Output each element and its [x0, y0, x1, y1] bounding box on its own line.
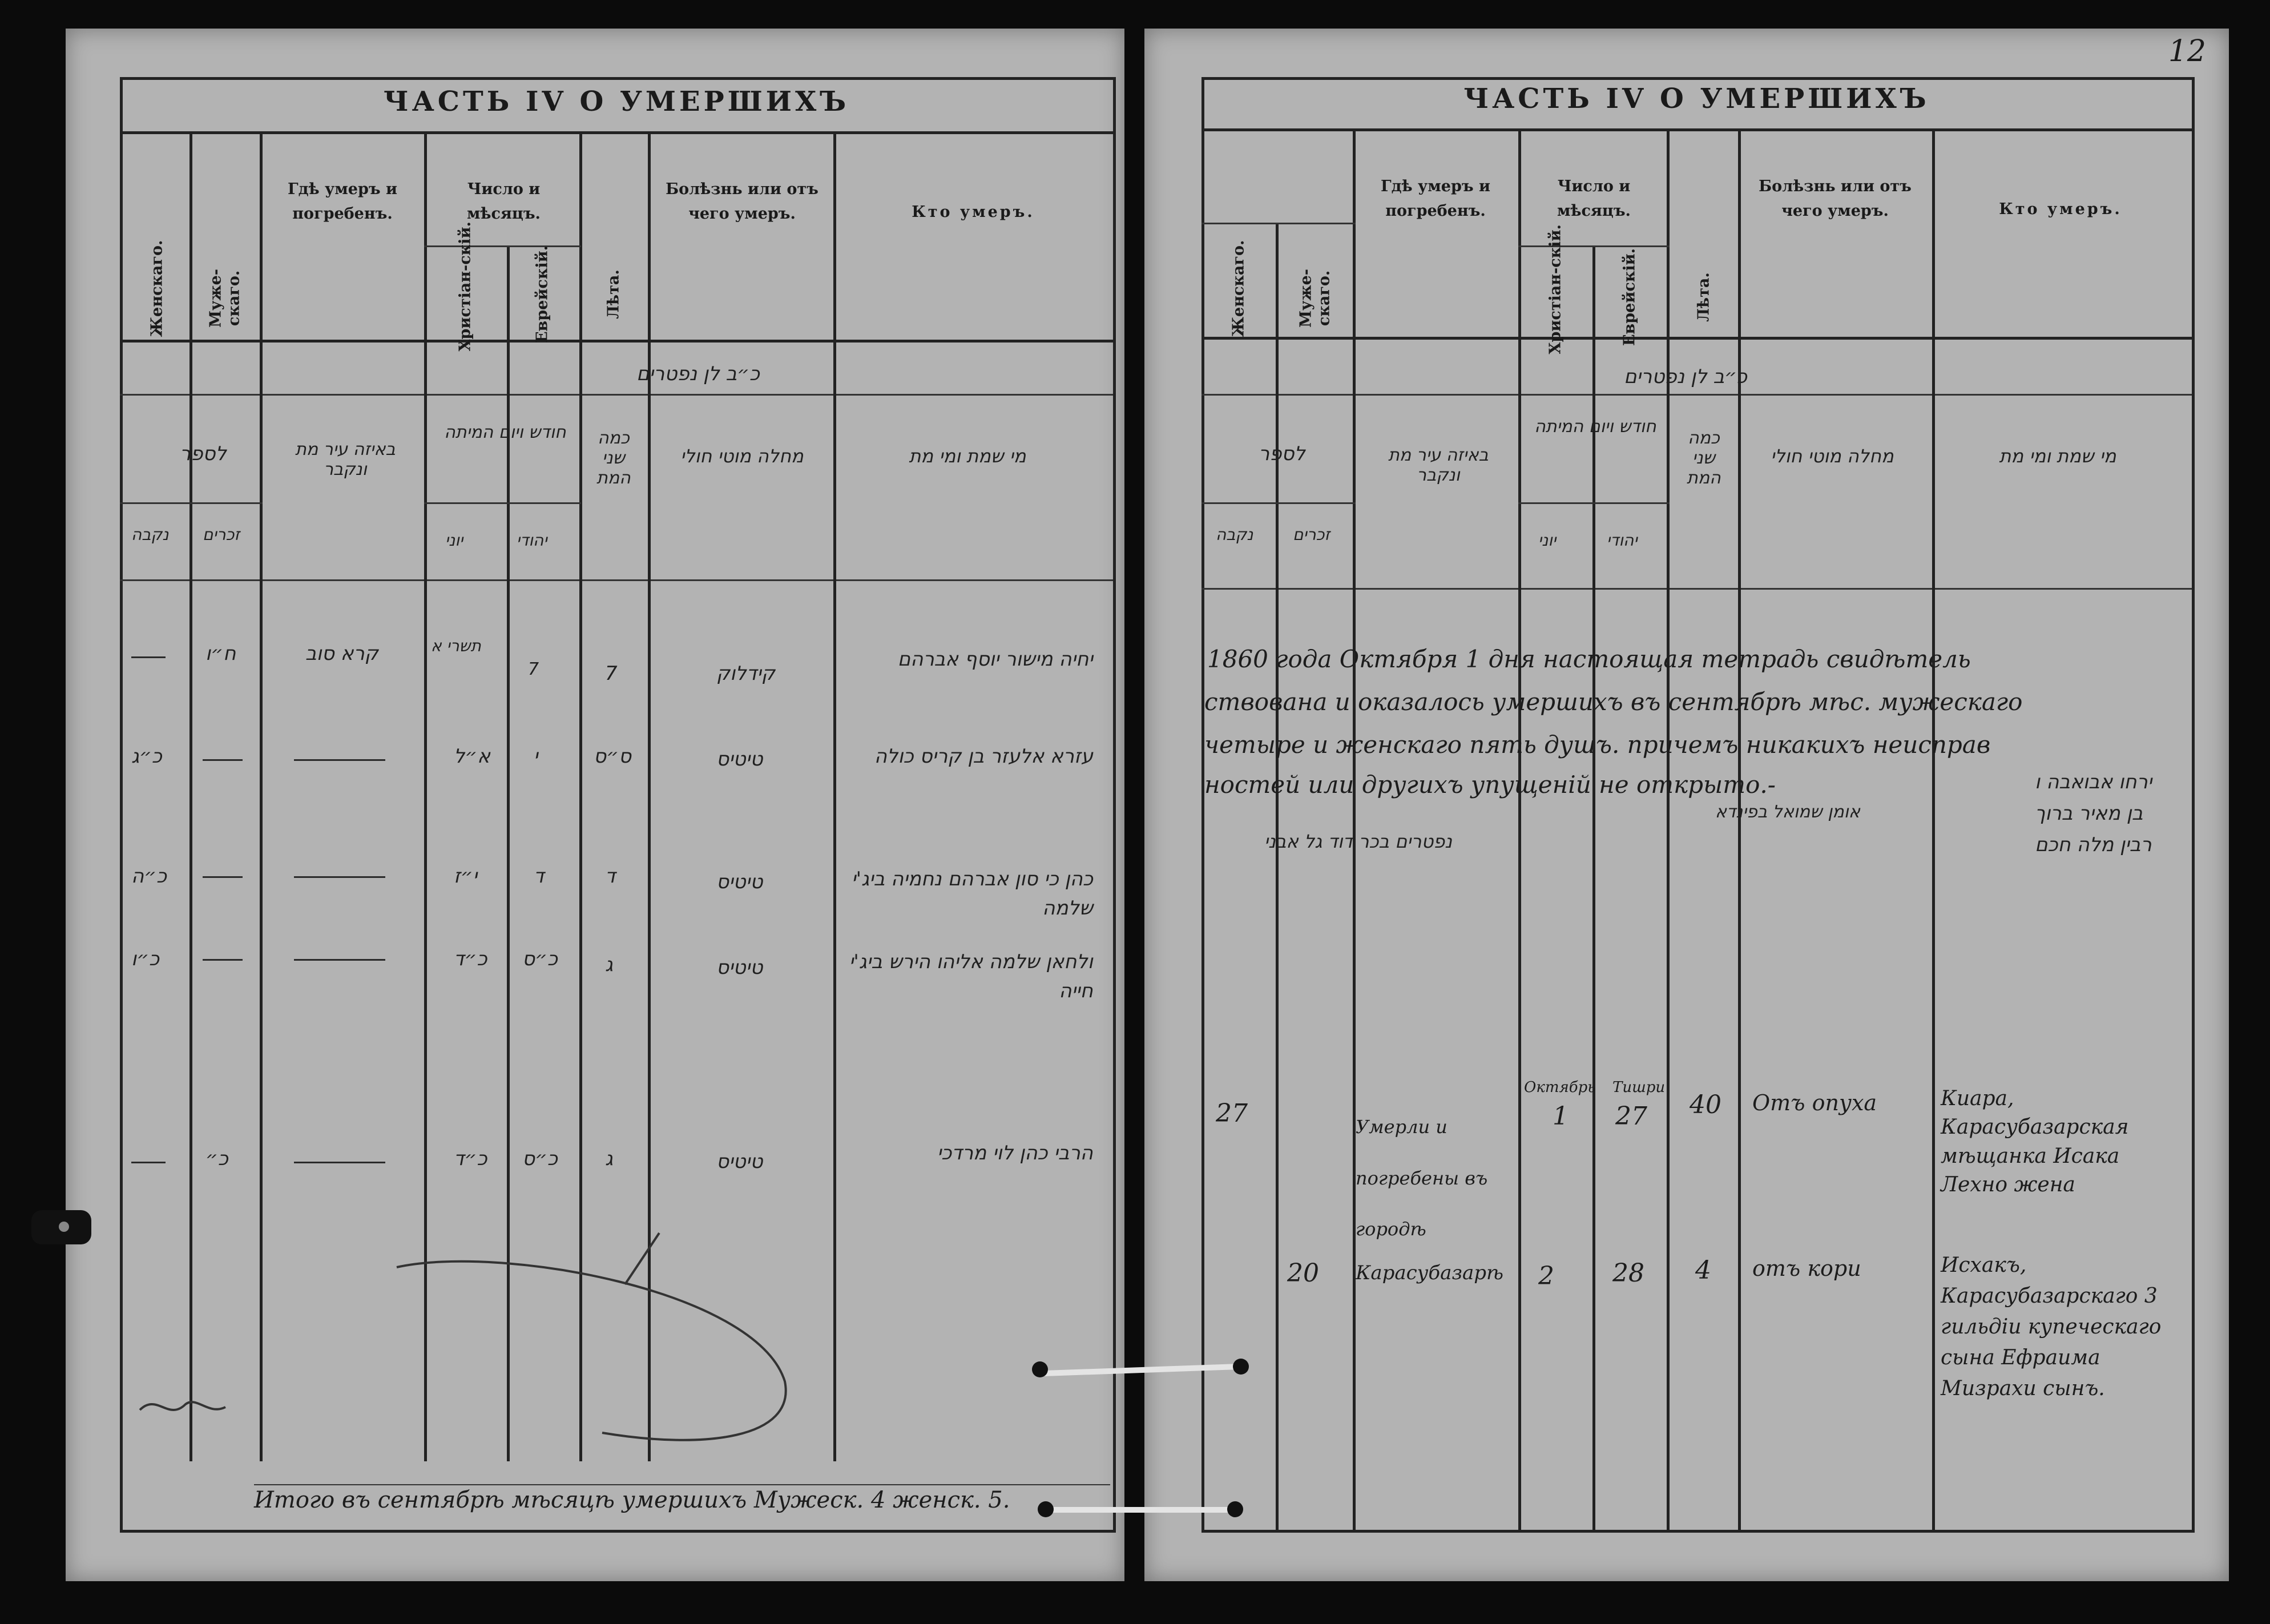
col-line	[260, 131, 263, 1461]
jewish-month: Тишри	[1612, 1079, 1666, 1096]
jewish-date: 28	[1612, 1259, 1644, 1288]
col-line	[1667, 128, 1670, 1530]
disease-cell: Отъ опуха	[1752, 1090, 1877, 1115]
hebrew-header-jewish: יהודי	[1607, 531, 1638, 550]
male-count: ח״ו	[205, 642, 236, 665]
header-jewish: Еврейскій.	[533, 245, 551, 344]
hebrew-header-where: באיזה עיר מת ונקבר	[1388, 445, 1489, 485]
age-cell: ג	[605, 953, 614, 976]
thread-knot	[1032, 1361, 1048, 1377]
christian-date: י״ז	[454, 865, 478, 888]
gender-subheader-rule	[1201, 223, 1356, 224]
jewish-date: כ״ס	[522, 1147, 558, 1170]
christian-date: א״ל	[454, 745, 490, 768]
hebrew-header-date: חודש ויום המיתה	[444, 422, 566, 442]
col-line	[1738, 128, 1741, 1530]
footer-total: Итого въ сентябрѣ мѣсяцѣ умершихъ Мужеск. 4 женск. 5.	[254, 1487, 1010, 1513]
binding-thread	[1045, 1507, 1239, 1513]
hebrew-header-male: זכרים	[1293, 525, 1330, 544]
hebrew-header-age: כמה שני המת	[596, 428, 631, 488]
jewish-date: י	[534, 745, 538, 768]
hebrew-signature: רבין מלה חכם	[2035, 833, 2152, 856]
female-dash	[131, 1162, 166, 1163]
disease-cell: отъ кори	[1752, 1256, 1861, 1281]
right-page	[1144, 29, 2229, 1581]
title-rule	[120, 131, 1113, 134]
hebrew-month-line: כ״ב לן נפטרים	[1624, 365, 1748, 388]
thread-knot	[1038, 1501, 1054, 1517]
date-subheader-rule	[1518, 245, 1670, 247]
col-line	[1353, 128, 1356, 1530]
title-rule	[1201, 128, 2192, 131]
page-title: ЧАСТЬ IV О УМЕРШИХЪ	[1463, 83, 1930, 115]
disease-cell: טיטיס	[716, 748, 763, 771]
date-subheader-rule-heb	[424, 502, 581, 504]
col-line	[1932, 128, 1935, 1530]
thread-knot	[1227, 1501, 1243, 1517]
who-cell: עזרא אלעזר בן קריס כולה	[874, 745, 1093, 768]
col-line	[189, 131, 192, 1461]
hebrew-header-disease: מחלה מוטי חולי	[1771, 445, 1894, 467]
header-jewish: Еврейскій.	[1620, 248, 1639, 346]
header-age: Лѣта.	[1695, 272, 1713, 322]
header-who: Кто умеръ.	[912, 203, 1035, 221]
christian-date: כ״ד	[454, 1147, 487, 1170]
header-female: Женскаго.	[1229, 240, 1248, 337]
female-count: כ״ה	[131, 865, 167, 888]
header-disease: Болѣзнь или отъ чего умеръ.	[1759, 178, 1912, 220]
hebrew-signature: נפטרים בכר דוד גל אבני	[1264, 831, 1453, 852]
who-cell: Исхакъ, Карасубазарскаго 3 гильдіи купеческаго сына Ефраима Мизрахи сынъ.	[1941, 1254, 2162, 1400]
christian-date: כ״ד	[454, 948, 487, 970]
age-cell: 40	[1690, 1090, 1721, 1119]
header-christian: Христіан-скій.	[1546, 224, 1565, 354]
christian-date: תשרי א	[431, 636, 481, 655]
where-dash	[294, 759, 385, 761]
hebrew-header-count: לספר	[180, 442, 227, 465]
header-who: Кто умеръ.	[1999, 200, 2122, 218]
female-count: 27	[1216, 1099, 1248, 1128]
who-cell: יחיה מישור יוסף אברהם	[897, 648, 1093, 671]
age-cell: 4	[1695, 1256, 1711, 1285]
hebrew-header-christian: יוני	[445, 531, 463, 550]
date-subheader-rule	[424, 245, 581, 247]
count-subheader-rule	[120, 502, 263, 504]
header-date: Число и мѣсяцъ.	[467, 180, 541, 223]
male-dash	[203, 759, 243, 761]
christian-date: 1	[1553, 1102, 1569, 1131]
certification-line: ствована и оказалось умершихъ въ сентябрѣ мѣс. мужескаго	[1204, 688, 2023, 716]
jewish-date: 27	[1615, 1102, 1647, 1131]
certification-line: четыре и женскаго пять душъ. причемъ никакихъ неисправ	[1204, 731, 1991, 759]
hebrew-signature: אומן שמואל בפינדא	[1715, 802, 1860, 822]
footer-rule	[254, 1484, 1110, 1485]
hebrew-header-rule	[1201, 588, 2192, 590]
female-dash	[131, 656, 166, 658]
who-cell: Киара, Карасубазарская мѣщанка Исака Лехно жена	[1941, 1087, 2129, 1197]
hebrew-header-age: כמה שני המת	[1687, 428, 1721, 488]
date-subheader-rule-heb	[1518, 502, 1670, 504]
left-page	[66, 29, 1124, 1581]
female-count: כ״ו	[131, 948, 160, 970]
hebrew-month-line: כ״ב לן נפטרים	[636, 362, 760, 385]
disease-cell: טיטיס	[716, 871, 763, 893]
age-cell: ג	[605, 1147, 614, 1170]
hebrew-header-male: זכרים	[203, 525, 240, 544]
who-cell: הרבי כהן לוי מרדכי	[937, 1142, 1093, 1164]
header-male: Муже-скаго.	[207, 268, 243, 328]
hebrew-header-where: באיזה עיר מת ונקבר	[295, 440, 396, 479]
male-count: 20	[1287, 1259, 1319, 1288]
jewish-date: 7	[528, 659, 539, 679]
page-number: 12	[2168, 34, 2206, 68]
col-line	[1518, 128, 1521, 1530]
disease-cell: טיטיס	[716, 956, 763, 979]
male-dash	[203, 876, 243, 878]
hebrew-month-rule	[120, 394, 1113, 396]
header-male: Муже-скаго.	[1297, 268, 1333, 328]
where-dash	[294, 959, 385, 961]
binding-clip	[31, 1210, 91, 1244]
hebrew-header-who: מי שמת ומי מת	[1999, 445, 2116, 467]
hebrew-header-female: נקבה	[1216, 525, 1253, 544]
age-cell: ס״ס	[594, 745, 632, 768]
signature-mark	[134, 1381, 243, 1433]
hebrew-signature: בן מאיר ברוך	[2035, 802, 2143, 825]
age-cell: ד	[605, 865, 616, 888]
hebrew-header-who: מי שמת ומי מת	[909, 445, 1026, 467]
col-line	[833, 131, 836, 1461]
disease-cell: טיטיס	[716, 1150, 763, 1173]
col-line	[1276, 223, 1279, 1530]
male-count: כ״	[205, 1147, 228, 1170]
header-date: Число и мѣсяцъ.	[1557, 178, 1631, 220]
header-christian: Христіан-скій.	[456, 221, 474, 352]
jewish-date: ד	[534, 865, 545, 888]
header-female: Женскаго.	[148, 240, 166, 337]
hebrew-header-count: לספר	[1259, 442, 1305, 465]
hebrew-header-jewish: יהודי	[517, 531, 547, 550]
hebrew-month-rule	[1201, 394, 2192, 396]
certification-line: 1860 года Октября 1 дня настоящая тетрадь свидѣтель	[1207, 645, 1971, 673]
header-age: Лѣта.	[604, 269, 623, 319]
count-subheader-rule	[1201, 502, 1356, 504]
who-cell: כהן כי סון אברהם נחמיה ביג'י שלמה	[852, 868, 1093, 920]
page-title: ЧАСТЬ IV О УМЕРШИХЪ	[383, 86, 850, 118]
clip-rivet	[59, 1222, 69, 1232]
flourish-stroke	[385, 1199, 796, 1450]
hebrew-header-christian: יוני	[1538, 531, 1557, 550]
hebrew-header-rule	[120, 579, 1113, 581]
female-count: כ״ג	[131, 745, 162, 768]
thread-knot	[1233, 1359, 1249, 1375]
header-where: Гдѣ умеръ и погребенъ.	[288, 180, 397, 223]
male-dash	[203, 959, 243, 961]
header-disease: Болѣзнь или отъ чего умеръ.	[666, 180, 819, 223]
hebrew-header-date: חודש ויום המיתה	[1534, 417, 1656, 437]
who-cell: ולחאן שלמה אליהו הירש ביג'י חייה	[849, 950, 1093, 1002]
where-dash	[294, 1162, 385, 1163]
christian-date: 2	[1538, 1262, 1554, 1291]
jewish-date: כ״ס	[522, 948, 558, 970]
where-cell: Умерли и погребены въ городѣ	[1356, 1116, 1488, 1240]
age-cell: 7	[605, 662, 618, 685]
christian-month: Октябрь	[1524, 1079, 1596, 1096]
disease-cell: קידלוק	[716, 662, 775, 685]
col-line	[1592, 245, 1595, 1530]
hebrew-header-female: נקבה	[131, 525, 169, 544]
hebrew-signature: ירחו אבואבה ו	[2035, 771, 2152, 793]
where-dash	[294, 876, 385, 878]
header-where: Гдѣ умеръ и погребенъ.	[1381, 178, 1490, 220]
certification-line: ностей или другихъ упущеній не открыто.-	[1204, 771, 1776, 799]
where-cell: קרא סוב	[305, 642, 378, 665]
hebrew-header-disease: מחלה מוטי חולי	[680, 445, 804, 467]
where-cell: Карасубазарѣ	[1356, 1262, 1503, 1284]
